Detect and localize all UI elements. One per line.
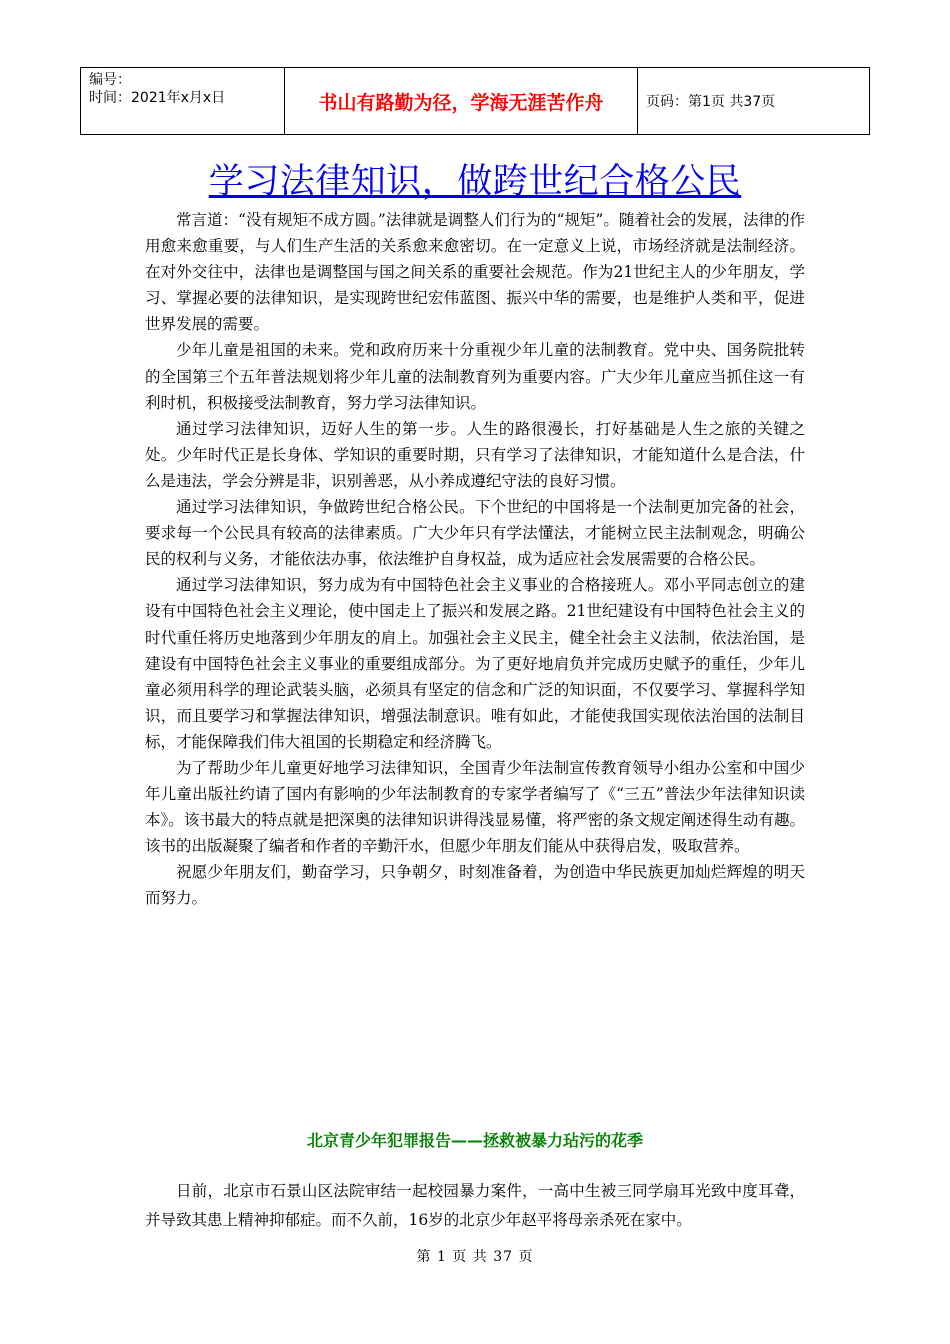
paragraph: 通过学习法律知识，争做跨世纪合格公民。下个世纪的中国将是一个法制更加完备的社会，要求每一个公民具有较高的法律素质。广大少年只有学法懂法，才能树立民主法制观念，明确公民的权利与义务，才能依法办事，依法维护自身权益，成为适应社会发展需要的合格公民。 (145, 498, 805, 569)
paragraph: 少年儿童是祖国的未来。党和政府历来十分重视少年儿童的法制教育。党中央、国务院批转的全国第三个五年普法规划将少年儿童的法制教育列为重要内容。广大少年儿童应当抓住这一有利时机，积极接受法制教育，努力学习法律知识。 (145, 341, 805, 412)
article-body (145, 207, 805, 912)
section-title: 北京青少年犯罪报告——拯救被暴力玷污的花季 (306, 1131, 643, 1150)
paragraph: 通过学习法律知识，迈好人生的第一步。人生的路很漫长，打好基础是人生之旅的关键之处。少年时代正是长身体、学知识的重要时期，只有学习了法律知识，才能知道什么是合法，什么是违法，学会分辨是非，识别善恶，从小养成遵纪守法的良好习惯。 (145, 419, 805, 490)
paragraph: 祝愿少年朋友们，勤奋学习，只争朝夕，时刻准备着，为创造中华民族更加灿烂辉煌的明天而努力。 (145, 863, 805, 908)
section-body (145, 1177, 805, 1235)
header-page-info: 页码：第1页 共37页 (638, 68, 870, 135)
paragraph: 日前，北京市石景山区法院审结一起校园暴力案件，一高中生被三同学扇耳光致中度耳聋，并导致其患上精神抑郁症。而不久前，16岁的北京少年赵平将母亲杀死在家中。 (145, 1182, 805, 1229)
number-label: 编号： (89, 72, 131, 88)
paragraph: 通过学习法律知识，努力成为有中国特色社会主义事业的合格接班人。邓小平同志创立的建设有中国特色社会主义理论，使中国走上了振兴和发展之路。21世纪建设有中国特色社会主义的时代重任将历史地落到少年朋友的肩上。加强社会主义民主，健全社会主义法制，依法治国，是建设有中国特色社会主义事业的重要组成部分。为了更好地肩负并完成历史赋予的重任，少年儿童必须用科学的理论武装头脑，必须具有坚定的信念和广泛的知识面，不仅要学习、掌握科学知识，而且要学习和掌握法律知识，增强法制意识。唯有如此，才能使我国实现依法治国的法制目标，才能保障我们伟大祖国的长期稳定和经济腾飞。 (145, 576, 805, 751)
date-label: 时间：2021年x月x日 (89, 90, 226, 106)
header-motto: 书山有路勤为径，学海无涯苦作舟 (285, 68, 638, 135)
document-title[interactable]: 学习法律知识，做跨世纪合格公民 (208, 162, 742, 202)
header-meta-cell (81, 68, 285, 135)
paragraph: 为了帮助少年儿童更好地学习法律知识，全国青少年法制宣传教育领导小组办公室和中国少年儿童出版社约请了国内有影响的少年法制教育的专家学者编写了《“三五”普法少年法律知识读本》。该书最大的特点就是把深奥的法律知识讲得浅显易懂，将严密的条文规定阐述得生动有趣。该书的出版凝聚了编者和作者的辛勤汗水，但愿少年朋友们能从中获得启发，吸取营养。 (145, 758, 805, 856)
paragraph: 常言道：“没有规矩不成方圆。”法律就是调整人们行为的“规矩”。随着社会的发展，法律的作用愈来愈重要，与人们生产生活的关系愈来愈密切。在一定意义上说，市场经济就是法制经济。在对外交往中，法律也是调整国与国之间关系的重要社会规范。作为21世纪主人的少年朋友，学习、掌握必要的法律知识，是实现跨世纪宏伟蓝图、振兴中华的需要，也是维护人类和平，促进世界发展的需要。 (145, 211, 805, 334)
document-header (80, 67, 870, 135)
page-footer: 第 1 页 共 37 页 (416, 1249, 534, 1265)
